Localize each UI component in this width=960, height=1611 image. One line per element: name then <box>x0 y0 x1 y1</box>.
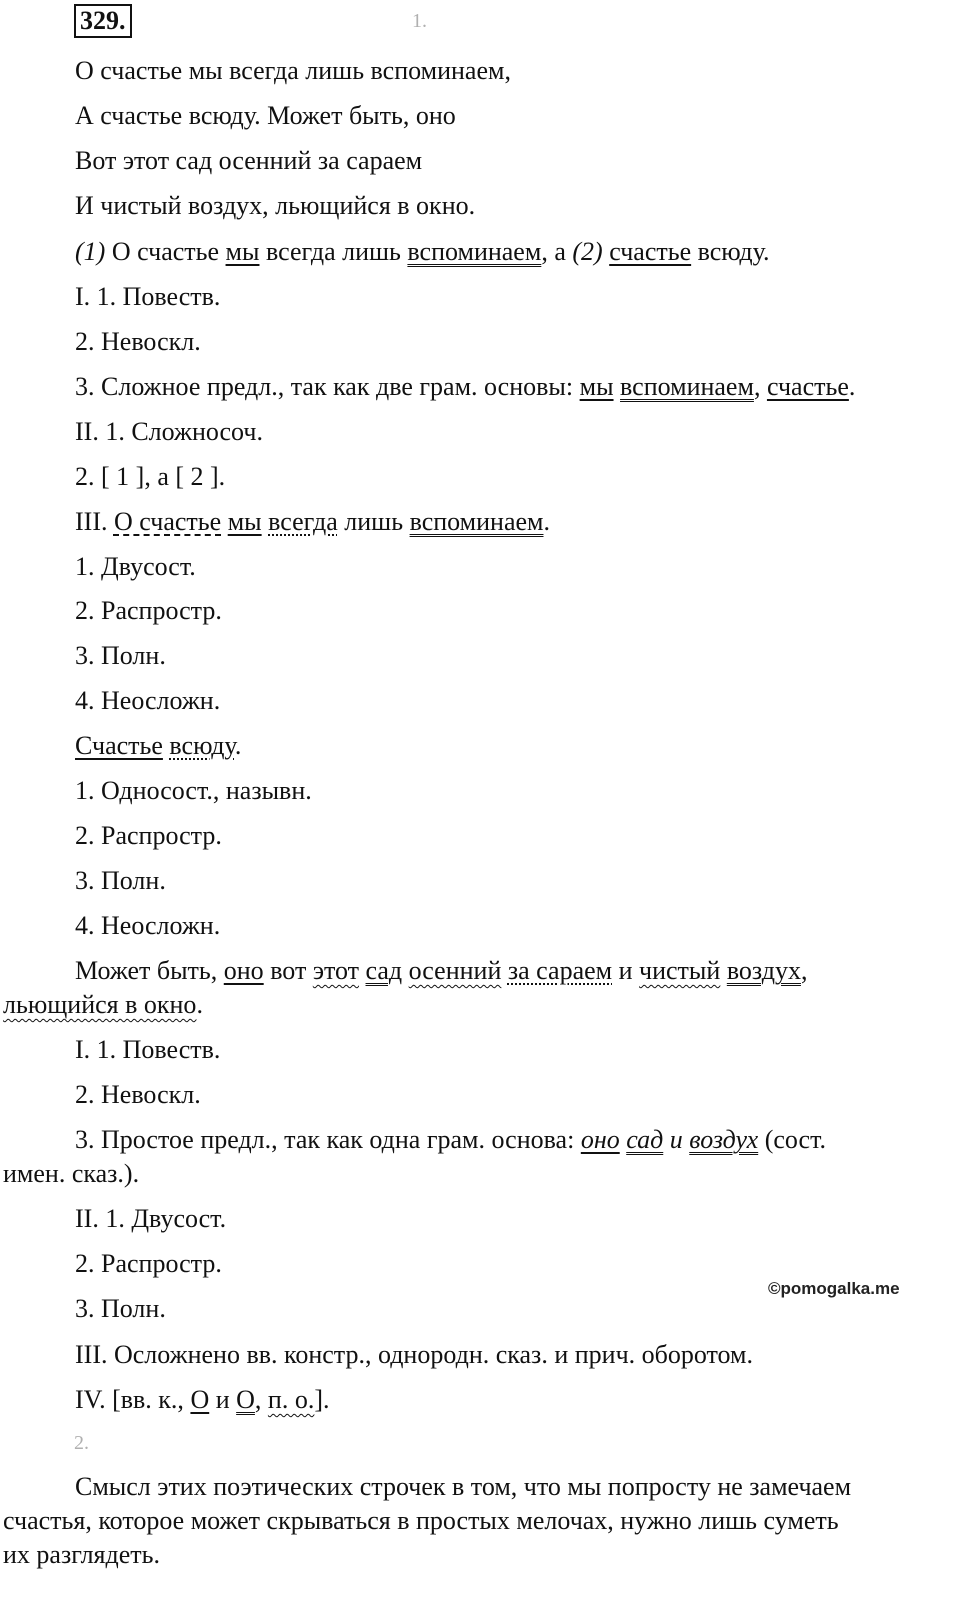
analysis-line: 1. Односост., назывн. <box>75 776 312 805</box>
text: , <box>254 1385 268 1414</box>
text: . <box>196 990 203 1019</box>
subject: мы <box>579 372 614 401</box>
attribute: этот <box>312 956 360 985</box>
analysis-line: имен. сказ.). <box>3 1159 140 1188</box>
text: и <box>209 1385 237 1414</box>
part-1-label: 1. <box>412 10 427 32</box>
subject: Счастье <box>75 731 163 760</box>
analysis-line: 2. Невоскл. <box>75 1080 201 1109</box>
analysis-line: I. 1. Повеств. <box>75 1035 221 1064</box>
text: , а <box>541 237 573 266</box>
analysis-line: 2. Невоскл. <box>75 327 201 356</box>
text: 3. Сложное предл., так как две грам. основы: <box>75 372 580 401</box>
conclusion-line-2: счастья, которое может скрываться в простых мелочах, нужно лишь суметь <box>3 1506 839 1535</box>
text: . <box>848 372 856 401</box>
exercise-number: 329. <box>74 4 132 38</box>
clause-number: (2) <box>572 237 603 266</box>
predicate: сад <box>365 956 403 985</box>
predicate: сад <box>626 1125 664 1154</box>
analysis-line: I. 1. Повеств. <box>75 282 221 311</box>
analysis-line: 3. Полн. <box>75 641 166 670</box>
analysis-line: 4. Неосложн. <box>75 686 221 715</box>
analysis-line: II. 1. Сложносоч. <box>75 417 263 446</box>
attribute: чистый <box>639 956 721 985</box>
analysis-line: 2. Распростр. <box>75 821 222 850</box>
analysis-line: 3. Полн. <box>75 866 166 895</box>
text: , <box>800 956 808 985</box>
adverbial: за сараем <box>507 956 613 985</box>
predicate: воздух <box>726 956 801 985</box>
text: ]. <box>314 1385 330 1414</box>
analysis-line: 2. [ 1 ], а [ 2 ]. <box>75 462 226 491</box>
text: лишь <box>337 507 410 536</box>
subject: оно <box>580 1125 620 1154</box>
text: всюду. <box>691 237 770 266</box>
attribute: осенний <box>408 956 502 985</box>
part-2-label: 2. <box>74 1432 89 1454</box>
poem-line-2: А счастье всюду. Может быть, оно <box>75 101 456 130</box>
poem-line-3: Вот этот сад осенний за сараем <box>75 146 423 175</box>
clause-2-parse <box>75 729 241 763</box>
poem-line-1: О счастье мы всегда лишь вспоминаем, <box>75 56 511 85</box>
text: вот <box>263 956 313 985</box>
analysis-line: 1. Двусост. <box>75 552 196 581</box>
subject-mark: О <box>190 1385 210 1414</box>
predicate-mark: О <box>236 1385 255 1414</box>
adverbial: всюду <box>169 731 235 760</box>
poem-line-4: И чистый воздух, льющийся в окно. <box>75 191 476 220</box>
analysis-line: 4. Неосложн. <box>75 911 221 940</box>
analysis-line <box>75 1123 826 1157</box>
participial-phrase: льющийся в окно <box>3 990 197 1019</box>
predicate: воздух <box>689 1125 759 1154</box>
analysis-line: 3. Полн. <box>75 1294 166 1323</box>
predicate: вспоминаем <box>407 237 542 266</box>
analysis-line: III. Осложнено вв. констр., однородн. сказ. и прич. оборотом. <box>75 1340 754 1369</box>
subject: мы <box>225 237 260 266</box>
subject: оно <box>223 956 264 985</box>
text: О счастье <box>105 237 226 266</box>
text: 3. Простое предл., так как одна грам. основа: <box>75 1125 581 1154</box>
participial-mark: п. о. <box>267 1385 315 1414</box>
analysis-line: 2. Распростр. <box>75 1249 222 1278</box>
clause-1-parse <box>75 505 550 539</box>
text: (сост. <box>758 1125 826 1154</box>
text: . <box>234 731 242 760</box>
subject: счастье <box>609 237 692 266</box>
watermark: ©pomogalka.me <box>768 1279 900 1298</box>
text: IV. [вв. к., <box>75 1385 191 1414</box>
predicate: вспоминаем <box>409 507 544 536</box>
sentence-2-cont <box>3 988 203 1022</box>
text: всегда лишь <box>259 237 408 266</box>
adverbial: всегда <box>268 507 338 536</box>
predicate: вспоминаем <box>620 372 754 401</box>
text: III. <box>75 507 114 536</box>
subject: счастье <box>766 372 849 401</box>
analysis-line <box>75 370 855 404</box>
analysis-line: II. 1. Двусост. <box>75 1204 227 1233</box>
sentence-1 <box>75 235 770 269</box>
conclusion-line-3: их разглядеть. <box>3 1540 160 1569</box>
object: О счастье <box>113 507 222 536</box>
sentence-2 <box>75 954 807 988</box>
text: и <box>663 1125 690 1154</box>
text: Может быть, <box>75 956 224 985</box>
clause-number: (1) <box>75 237 106 266</box>
subject: мы <box>227 507 262 536</box>
analysis-line: 2. Распростр. <box>75 596 222 625</box>
text: . <box>543 507 550 536</box>
text: и <box>612 956 640 985</box>
conclusion-line-1: Смысл этих поэтических строчек в том, что мы попросту не замечаем <box>75 1472 852 1501</box>
text: , <box>753 372 767 401</box>
scheme-line <box>75 1383 330 1417</box>
